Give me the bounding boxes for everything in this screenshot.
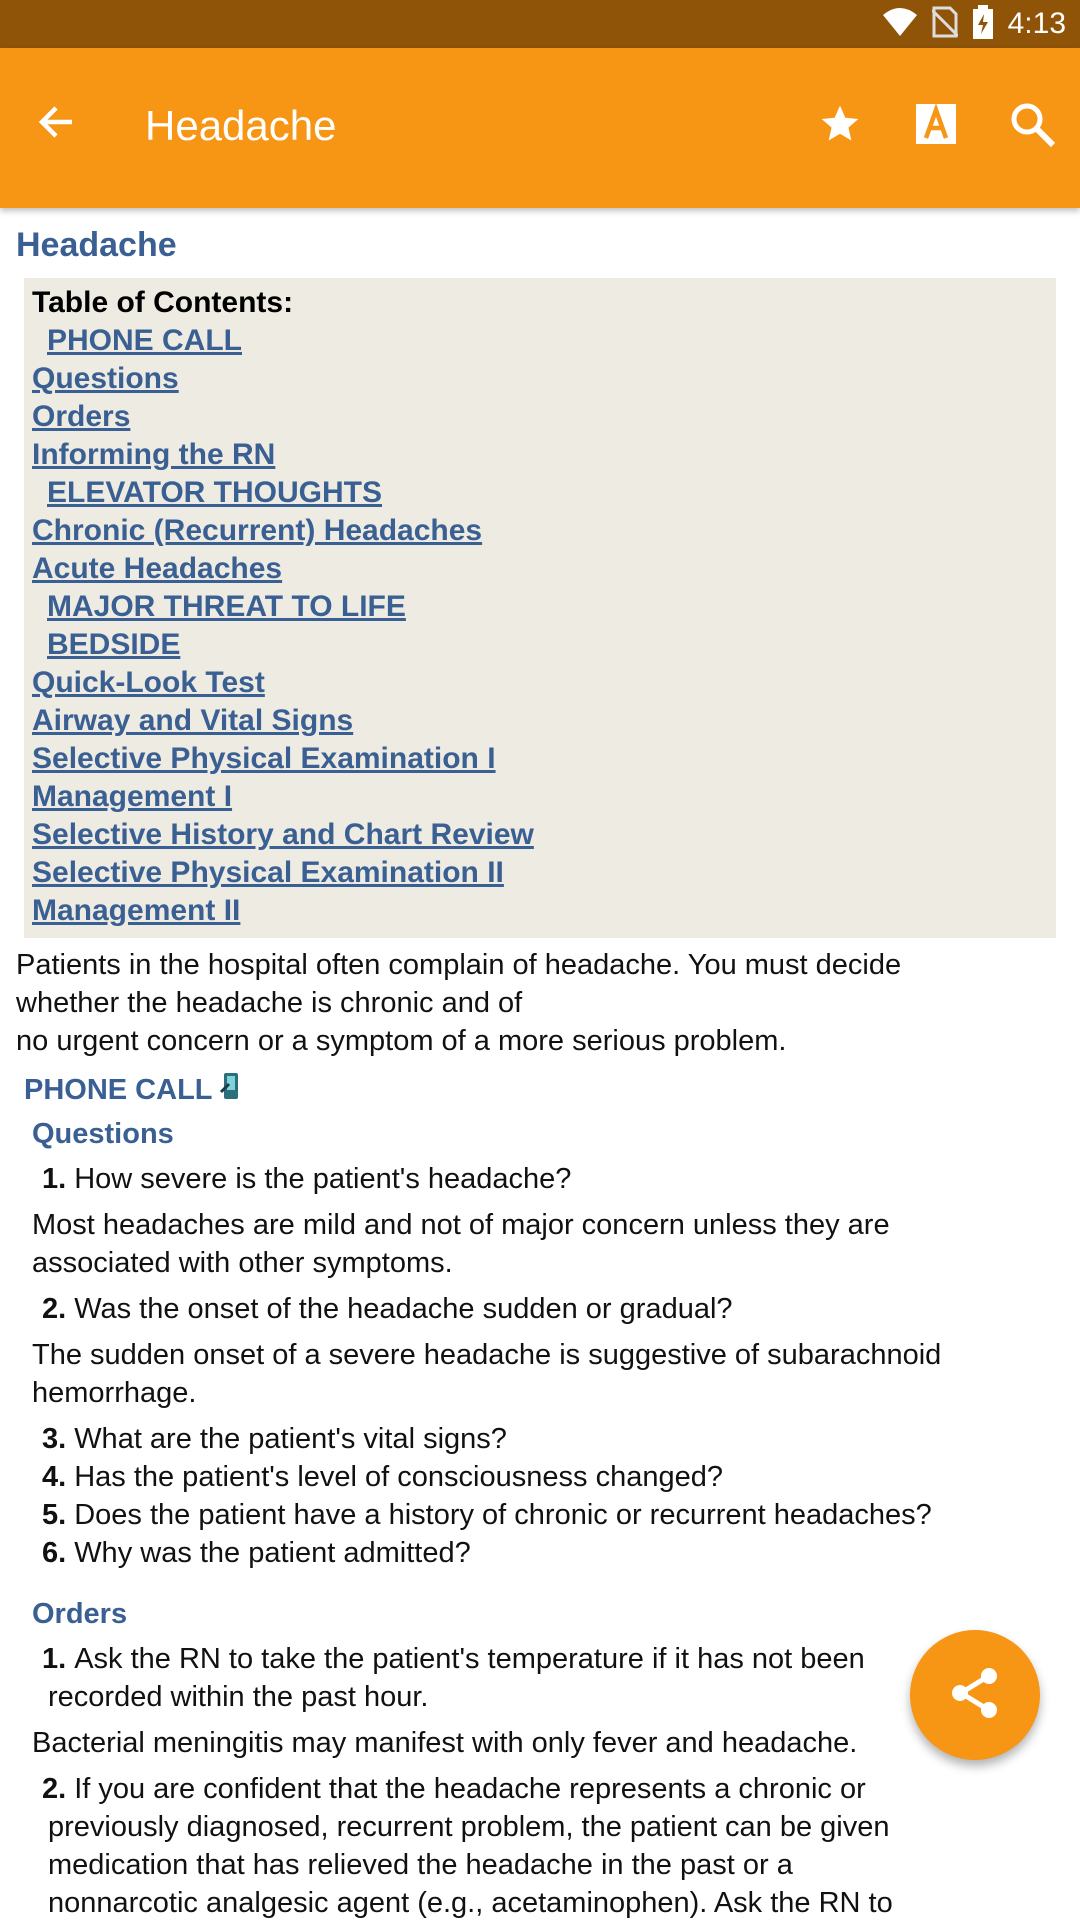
question-number: 4. — [42, 1461, 67, 1493]
search-icon — [1008, 100, 1056, 153]
toc-link-bedside[interactable]: BEDSIDE — [47, 628, 181, 661]
question-number: 1. — [42, 1163, 67, 1195]
share-button[interactable] — [910, 1630, 1040, 1760]
order-number: 2. — [42, 1773, 67, 1805]
toc-link-quick-look-test[interactable]: Quick-Look Test — [32, 666, 265, 699]
phone-call-heading-text: PHONE CALL — [24, 1073, 213, 1106]
phone-icon — [219, 1072, 243, 1108]
status-bar — [0, 0, 1080, 48]
toc-link-physical-exam-2[interactable]: Selective Physical Examination II — [32, 856, 504, 889]
answer-paragraph — [32, 1206, 1052, 1282]
toc-link-management-2[interactable]: Management II — [32, 894, 241, 927]
question-text: Was the onset of the headache sudden or gradual? — [74, 1293, 733, 1325]
status-icons — [882, 6, 1066, 42]
question-item — [42, 1534, 1062, 1572]
toc-link-phone-call[interactable]: PHONE CALL — [47, 324, 242, 357]
toc-link-physical-exam-1[interactable]: Selective Physical Examination I — [32, 742, 496, 775]
order-number: 1. — [42, 1643, 67, 1675]
orders-heading: Orders — [32, 1598, 128, 1630]
star-icon — [818, 102, 862, 151]
answer-line: hemorrhage. — [32, 1377, 197, 1409]
toc-link-informing-the-rn[interactable]: Informing the RN — [32, 438, 276, 471]
order-item — [42, 1770, 1062, 1920]
favorite-button[interactable] — [812, 98, 868, 154]
answer-line: The sudden onset of a severe headache is suggestive of subarachnoid — [32, 1339, 942, 1371]
question-text: Does the patient have a history of chronic or recurrent headaches? — [74, 1499, 932, 1531]
intro-line: Patients in the hospital often complain of headache. You must decide — [16, 949, 902, 981]
question-number: 2. — [42, 1293, 67, 1325]
no-sim-icon — [932, 6, 958, 43]
intro-line: whether the headache is chronic and of — [16, 987, 523, 1019]
toc-link-history-chart-review[interactable]: Selective History and Chart Review — [32, 818, 534, 851]
status-time: 4:13 — [1007, 7, 1066, 40]
search-button[interactable] — [1004, 98, 1060, 154]
app-bar-title: Headache — [145, 102, 337, 149]
question-number: 6. — [42, 1537, 67, 1569]
battery-charging-icon — [972, 5, 994, 44]
order-text: previously diagnosed, recurrent problem, the patient can be given — [48, 1811, 890, 1843]
toc-link-chronic-headaches[interactable]: Chronic (Recurrent) Headaches — [32, 514, 483, 547]
question-number: 5. — [42, 1499, 67, 1531]
answer-line: Most headaches are mild and not of major concern unless they are — [32, 1209, 890, 1241]
font-size-button[interactable] — [908, 98, 964, 154]
question-item — [42, 1290, 1062, 1328]
question-item — [42, 1496, 1062, 1534]
wifi-icon — [882, 7, 918, 42]
intro-line: no urgent concern or a symptom of a more serious problem. — [16, 1025, 787, 1057]
intro-paragraph — [16, 946, 1056, 1060]
question-text: Has the patient's level of consciousness changed? — [74, 1461, 723, 1493]
back-arrow-icon — [36, 102, 76, 147]
back-button[interactable] — [28, 96, 84, 152]
share-icon — [947, 1665, 1003, 1726]
order-text: If you are confident that the headache represents a chronic or — [74, 1773, 866, 1805]
question-text: Why was the patient admitted? — [74, 1537, 471, 1569]
font-size-icon — [914, 102, 958, 151]
toc-link-elevator-thoughts[interactable]: ELEVATOR THOUGHTS — [47, 476, 383, 509]
order-text: medication that has relieved the headache in the past or a — [48, 1849, 793, 1881]
app-bar — [0, 48, 1080, 208]
toc-link-acute-headaches[interactable]: Acute Headaches — [32, 552, 283, 585]
phone-call-heading — [24, 1072, 243, 1108]
page-title: Headache — [16, 226, 177, 264]
toc-label: Table of Contents: — [32, 286, 294, 319]
toc-link-airway-vital-signs[interactable]: Airway and Vital Signs — [32, 704, 354, 737]
table-of-contents — [24, 278, 1056, 938]
toc-link-management-1[interactable]: Management I — [32, 780, 233, 813]
order-text: recorded within the past hour. — [48, 1681, 429, 1713]
answer-paragraph — [32, 1336, 1052, 1412]
order-text: nonnarcotic analgesic agent (e.g., acetaminophen). Ask the RN to — [48, 1887, 893, 1919]
question-item — [42, 1420, 1062, 1458]
question-text: What are the patient's vital signs? — [74, 1423, 507, 1455]
question-item — [42, 1160, 1062, 1198]
order-note: Bacterial meningitis may manifest with only fever and headache. — [32, 1727, 858, 1759]
answer-line: associated with other symptoms. — [32, 1247, 453, 1279]
order-text: Ask the RN to take the patient's temperature if it has not been — [74, 1643, 865, 1675]
toc-link-questions[interactable]: Questions — [32, 362, 179, 395]
order-item — [42, 1640, 1062, 1716]
question-number: 3. — [42, 1423, 67, 1455]
question-item — [42, 1458, 1062, 1496]
questions-heading: Questions — [32, 1118, 174, 1150]
toc-link-major-threat-to-life[interactable]: MAJOR THREAT TO LIFE — [47, 590, 406, 623]
toc-link-orders[interactable]: Orders — [32, 400, 131, 433]
question-text: How severe is the patient's headache? — [74, 1163, 572, 1195]
